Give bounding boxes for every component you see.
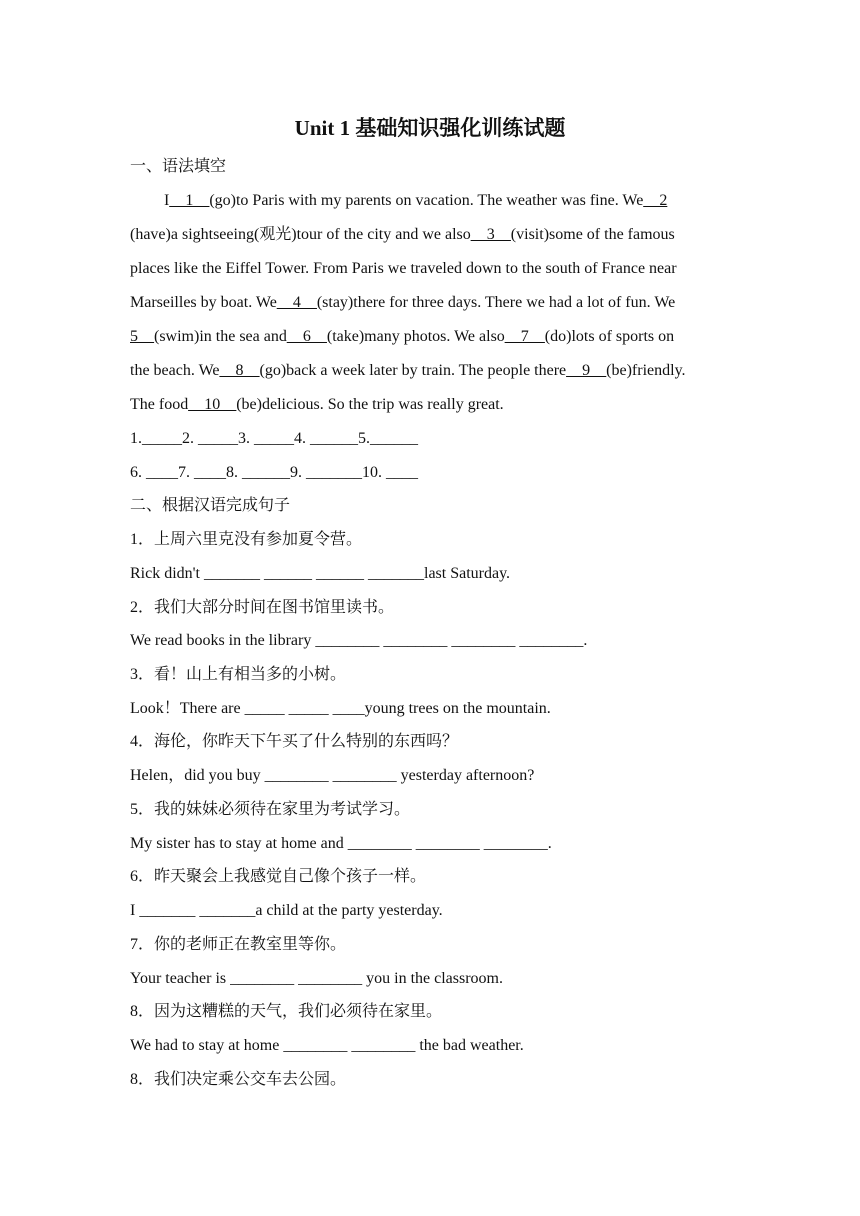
blank-2: __2 — [643, 192, 668, 209]
passage-line-2 — [130, 224, 730, 246]
item-en: Rick didn't _______ ______ ______ _______last Saturday. — [130, 565, 511, 582]
item-cn: 4．海伦，你昨天下午买了什么特别的东西吗？ — [130, 733, 459, 750]
item-en: We read books in the library ________ ________ ________ ________. — [130, 632, 588, 649]
blank-5: 5__ — [130, 328, 154, 345]
answer-row-2: 6. ____7. ____8. ______9. _______10. ____ — [130, 464, 418, 481]
blank-4: __4__ — [276, 294, 317, 311]
passage-line-1 — [130, 190, 730, 212]
item-cn: 8．我们决定乘公交车去公园。 — [130, 1071, 347, 1088]
passage-text: (stay)there for three days. There we had a lot of fun. We — [316, 294, 676, 311]
passage-text: (swim)in the sea and — [154, 328, 287, 345]
item-en: I _______ _______a child at the party yesterday. — [130, 902, 443, 919]
blank-1: __1__ — [169, 192, 210, 209]
passage-text: (do)lots of sports on — [544, 328, 675, 345]
passage-text: I — [164, 192, 170, 209]
item-cn: 2．我们大部分时间在图书馆里读书。 — [130, 599, 395, 616]
passage-text: (be)delicious. So the trip was really great. — [236, 396, 504, 413]
passage-line-4 — [130, 292, 730, 314]
item-cn: 7．你的老师正在教室里等你。 — [130, 936, 347, 953]
passage-line-5 — [130, 326, 730, 348]
passage-text: (go)to Paris with my parents on vacation. The weather was fine. We — [209, 192, 644, 209]
item-en: Helen，did you buy ________ ________ yesterday afternoon? — [130, 767, 535, 784]
item-cn: 5．我的妹妹必须待在家里为考试学习。 — [130, 801, 411, 818]
passage-text: (go)back a week later by train. The people there — [259, 362, 567, 379]
passage-text: (have)a sightseeing(观光)tour of the city and we also — [130, 226, 471, 243]
blank-8: __8__ — [219, 362, 260, 379]
passage-text: The food — [130, 396, 189, 413]
passage-text: (visit)some of the famous — [510, 226, 675, 243]
section-heading-grammar: 一、语法填空 — [130, 158, 227, 175]
blank-7: __7__ — [504, 328, 545, 345]
page-title: Unit 1 基础知识强化训练试题 — [294, 116, 566, 140]
item-en: Look！There are _____ _____ ____young trees on the mountain. — [130, 700, 551, 717]
blank-6: __6__ — [286, 328, 327, 345]
passage-text: Marseilles by boat. We — [130, 294, 277, 311]
blank-10: __10__ — [188, 396, 237, 413]
item-cn: 8．因为这糟糕的天气，我们必须待在家里。 — [130, 1003, 443, 1020]
item-en: We had to stay at home ________ ________ the bad weather. — [130, 1037, 524, 1054]
item-cn: 3．看！山上有相当多的小树。 — [130, 666, 347, 683]
blank-3: __3__ — [470, 226, 511, 243]
answer-row-1: 1._____2. _____3. _____4. ______5.______ — [130, 430, 418, 447]
item-en: Your teacher is ________ ________ you in the classroom. — [130, 970, 503, 987]
passage-text: (be)friendly. — [606, 362, 686, 379]
passage-text: the beach. We — [130, 362, 220, 379]
passage-line-7 — [130, 394, 730, 416]
item-cn: 6．昨天聚会上我感觉自己像个孩子一样。 — [130, 868, 427, 885]
item-en: My sister has to stay at home and ________ ________ ________. — [130, 835, 552, 852]
passage-line-3: places like the Eiffel Tower. From Paris we traveled down to the south of France near — [130, 260, 677, 277]
passage-text: (take)many photos. We also — [326, 328, 505, 345]
section-heading-translation: 二、根据汉语完成句子 — [130, 497, 291, 514]
item-cn: 1．上周六里克没有参加夏令营。 — [130, 531, 363, 548]
passage-line-6 — [130, 360, 730, 382]
blank-9: __9__ — [566, 362, 607, 379]
